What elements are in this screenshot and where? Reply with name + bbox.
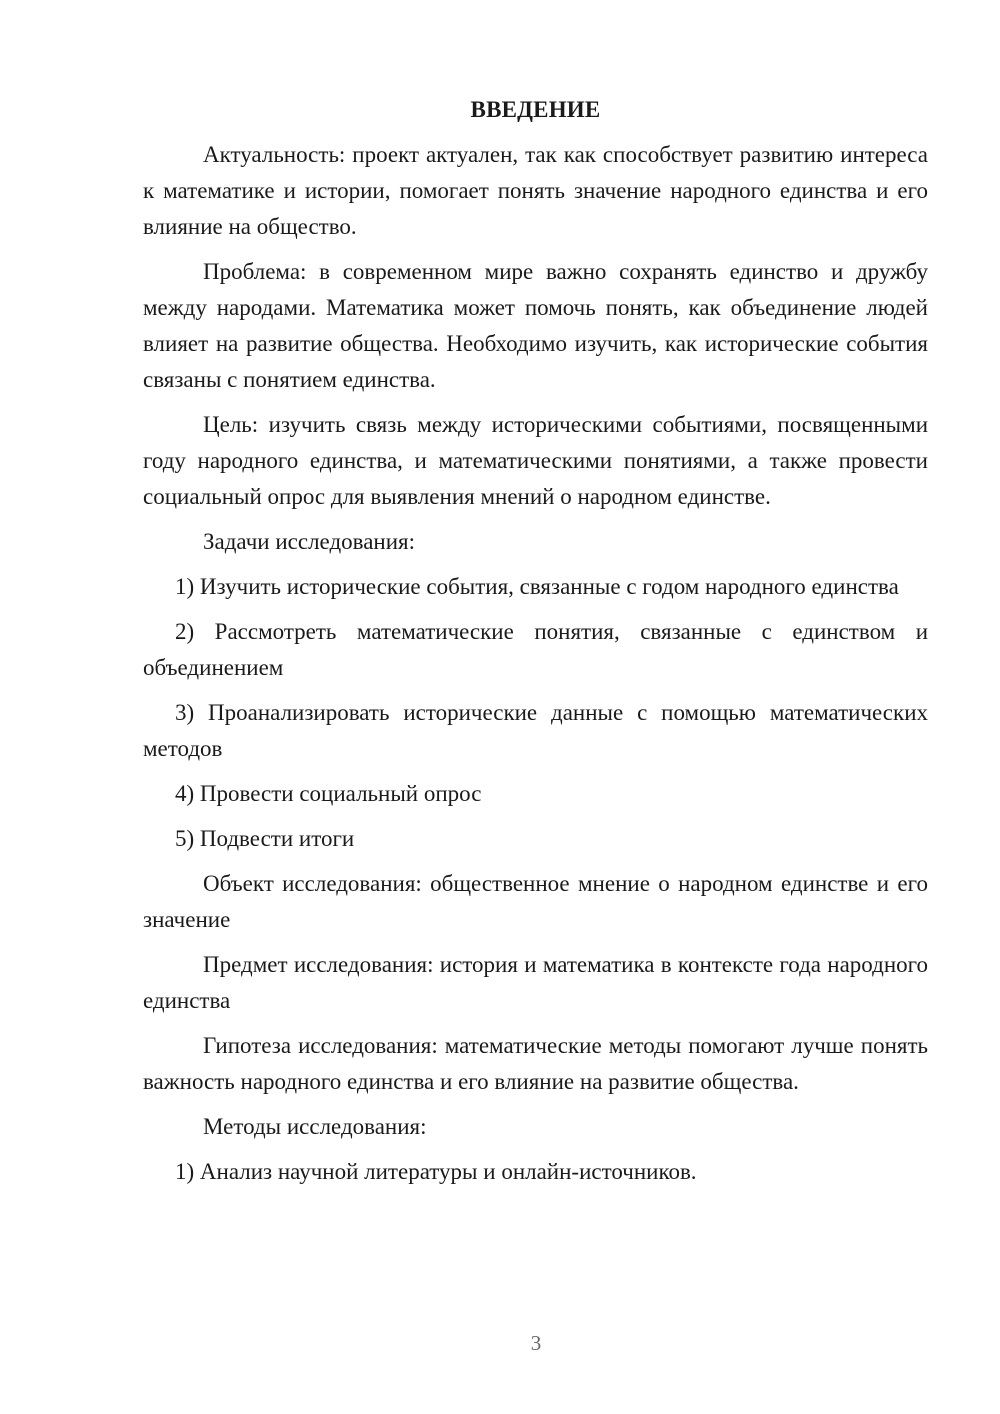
methods-heading: Методы исследования: bbox=[203, 1114, 427, 1139]
tasks-heading: Задачи исследования: bbox=[203, 529, 416, 554]
paragraph-object: Объект исследования: общественное мнение о народном единстве и его значение bbox=[143, 871, 928, 932]
list-item: 2) Рассмотреть математические понятия, связанные с единством и объединением bbox=[143, 619, 928, 680]
list-item: 1) Изучить исторические события, связанные с годом народного единства bbox=[175, 574, 899, 599]
page-number: 3 bbox=[530, 1331, 542, 1355]
list-item: 5) Подвести итоги bbox=[175, 826, 355, 851]
list-item: 4) Провести социальный опрос bbox=[175, 781, 482, 806]
paragraph-hypothesis: Гипотеза исследования: математические методы помогают лучше понять важность народного единства и его влияние на развитие общества. bbox=[143, 1033, 928, 1094]
paragraph-problem: Проблема: в современном мире важно сохранять единство и дружбу между народами. Математика может помочь понять, как объединение людей влияет на развитие общества. Необходимо изучить, как исторические события связаны с понятием единства. bbox=[143, 259, 928, 392]
list-item: 1) Анализ научной литературы и онлайн-источников. bbox=[175, 1159, 697, 1184]
section-title: ВВЕДЕНИЕ bbox=[470, 97, 601, 122]
list-item: 3) Проанализировать исторические данные с помощью математических методов bbox=[143, 700, 928, 761]
paragraph-subject: Предмет исследования: история и математика в контексте года народного единства bbox=[143, 952, 928, 1013]
paragraph-goal: Цель: изучить связь между историческими событиями, посвященными году народного единства, и математическими понятиями, а также провести социальный опрос для выявления мнений о народном единстве. bbox=[143, 412, 928, 509]
document-page bbox=[143, 92, 928, 1190]
paragraph-relevance: Актуальность: проект актуален, так как способствует развитию интереса к математике и истории, помогает понять значение народного единства и его влияние на общество. bbox=[143, 142, 928, 239]
